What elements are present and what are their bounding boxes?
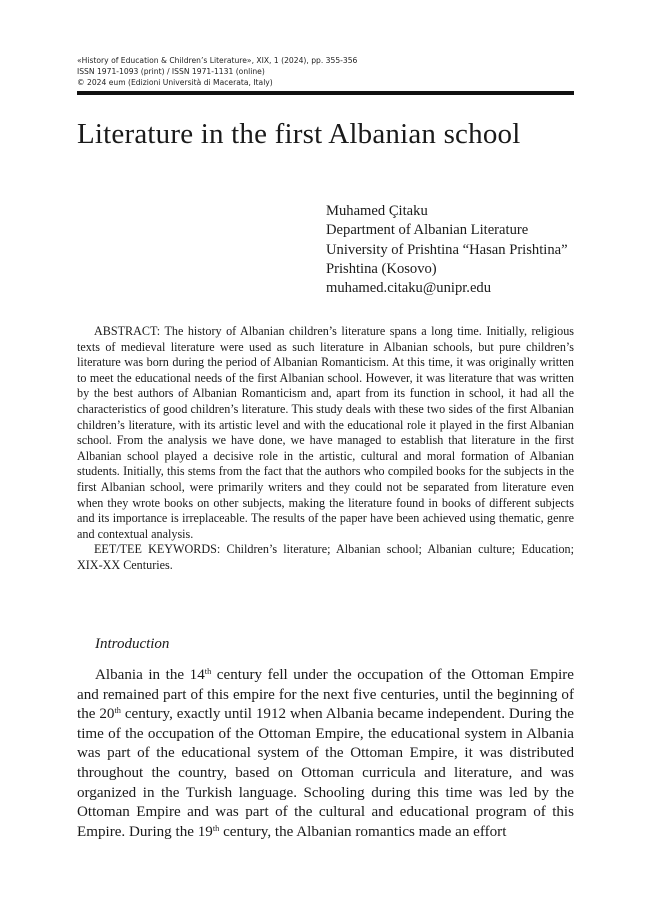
author-location: Prishtina (Kosovo) — [326, 260, 437, 277]
author-department: Department of Albanian Literature — [326, 222, 529, 239]
article-title: Literature in the first Albanian school — [77, 118, 521, 150]
text-run: century, exactly until 1912 when Albania became independent. During the time of the occupation of the Ottoman Empire, the educational system in Albania was part of the educational system of the Ottoman Empire, it was distributed throughout the country, based on Ottoman curricula and literature, and was organized in the Turkish language. Schooling during this time was led by the Ottoman Empire and was part of the cultural and educational program of this Empire. During the 19 — [77, 706, 574, 840]
keywords-text: EET/TEE KEYWORDS: Children’s literature; Albanian school; Albanian culture; Education; XIX-XX Centuries. — [77, 542, 574, 572]
ordinal-suffix: th — [212, 823, 220, 833]
author-block — [326, 202, 568, 298]
body-text — [77, 666, 574, 842]
abstract-text: ABSTRACT: The history of Albanian children’s literature spans a long time. Initially, religious texts of medieval literature were used as such literature in Albanian schools, but pure children’s literature was born during the period of Albanian Romanticism. At this time, it was originally written to meet the educational needs of the first Albanian school. However, it was literature that was written by the best authors of Albanian Romanticism and, apart from its function in school, it had all the characteristics of good children’s literature. This study deals with these two sides of the first Albanian children’s literature, with its artistic level and with the educational role it played in the first Albanian school. From the analysis we have done, we have managed to establish that literature in the first Albanian school played a decisive role in the artistic, cultural and moral formation of Albanian students. Initially, this stems from the fact that the authors who compiled books for the subjects in the first Albanian school, were primarily writers and they could not be separated from literature even when they wrote books on other subjects, making the literature found in books of different subjects and its importance is irreplaceable. The results of the paper have been achieved using thematic, genre and contextual analysis. — [77, 324, 574, 541]
text-run: Albania in the 14 — [95, 667, 205, 683]
author-university: University of Prishtina “Hasan Prishtina” — [326, 241, 568, 258]
author-name: Muhamed Çitaku — [326, 203, 428, 219]
author-email: muhamed.citaku@unipr.edu — [326, 280, 492, 297]
abstract-block — [77, 324, 574, 574]
text-run: century fell under the occupation of the Ottoman Empire and remained part of this empire for the next five centuries, until the beginning of the 20 — [77, 667, 575, 723]
ordinal-suffix: th — [204, 667, 212, 677]
copyright-line: © 2024 eum (Edizioni Università di Macerata, Italy) — [77, 78, 273, 87]
ordinal-suffix: th — [114, 706, 121, 716]
text-run: century, the Albanian romantics made an effort — [219, 823, 507, 840]
body-paragraph — [77, 666, 574, 842]
journal-citation: «History of Education & Children’s Literature», XIX, 1 (2024), pp. 355-356 — [77, 56, 358, 65]
journal-header — [77, 55, 577, 88]
section-heading: Introduction — [95, 636, 170, 652]
header-rule — [77, 91, 574, 95]
issn-line: ISSN 1971-1093 (print) / ISSN 1971-1131 (online) — [77, 67, 265, 76]
